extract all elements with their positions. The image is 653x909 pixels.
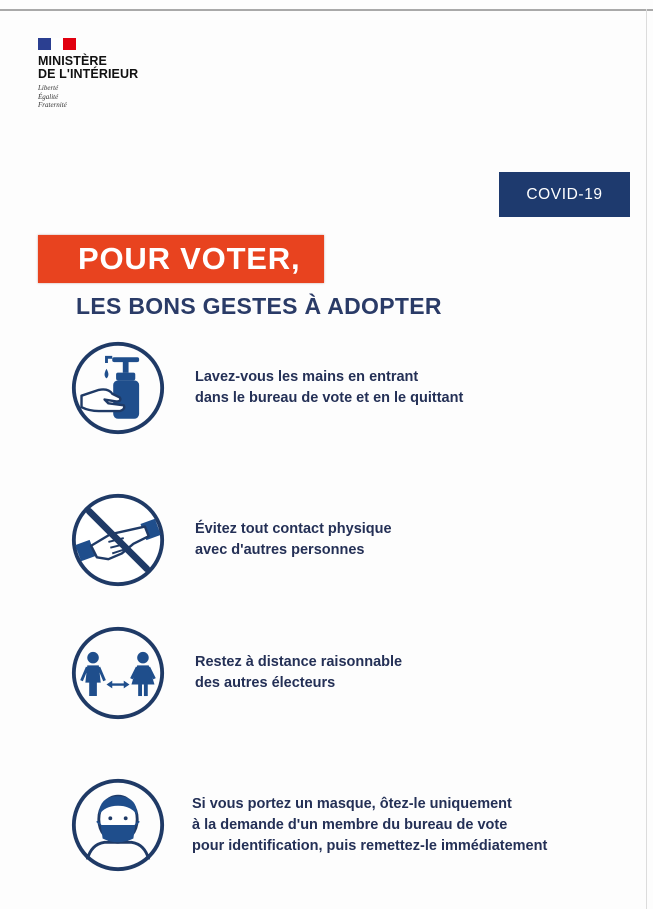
motto-fraternite: Fraternité (38, 101, 67, 109)
republic-flag-icon (38, 38, 76, 50)
motto-egalite: Égalité (38, 92, 59, 101)
ministry-name-line2: DE L'INTÉRIEUR (38, 67, 139, 81)
gesture-distance (70, 625, 640, 721)
headline-main (38, 235, 324, 283)
gesture-distance-text: Restez à distance raisonnable des autres électeurs (195, 654, 403, 691)
mask-icon (70, 777, 166, 873)
covid-badge: COVID-19 (499, 172, 630, 217)
motto (38, 84, 138, 110)
page-right-border (646, 9, 647, 909)
gesture-handwash (70, 340, 640, 436)
ministry-name-line1: MINISTÈRE (38, 54, 107, 68)
ministry-logo (38, 38, 138, 110)
handwash-icon (70, 340, 166, 436)
motto-liberte: Liberté (38, 84, 59, 92)
headline-main-text: POUR VOTER, (78, 241, 301, 276)
ministry-name (38, 55, 138, 81)
no-handshake-icon (70, 492, 166, 588)
gesture-no-contact (70, 492, 640, 588)
page-top-border (0, 9, 653, 11)
distance-icon (70, 625, 166, 721)
gesture-mask-text: Si vous portez un masque, ôtez-le uniquement à la demande d'un membre du bureau de vote pour identification, puis remettez-le immédiatement (192, 795, 548, 854)
gesture-no-contact-text: Évitez tout contact physique avec d'autres personnes (195, 521, 392, 558)
headline-subtitle: LES BONS GESTES À ADOPTER (76, 293, 442, 319)
gesture-mask (70, 777, 640, 873)
gesture-handwash-text: Lavez-vous les mains en entrant dans le bureau de vote et en le quittant (195, 369, 464, 406)
